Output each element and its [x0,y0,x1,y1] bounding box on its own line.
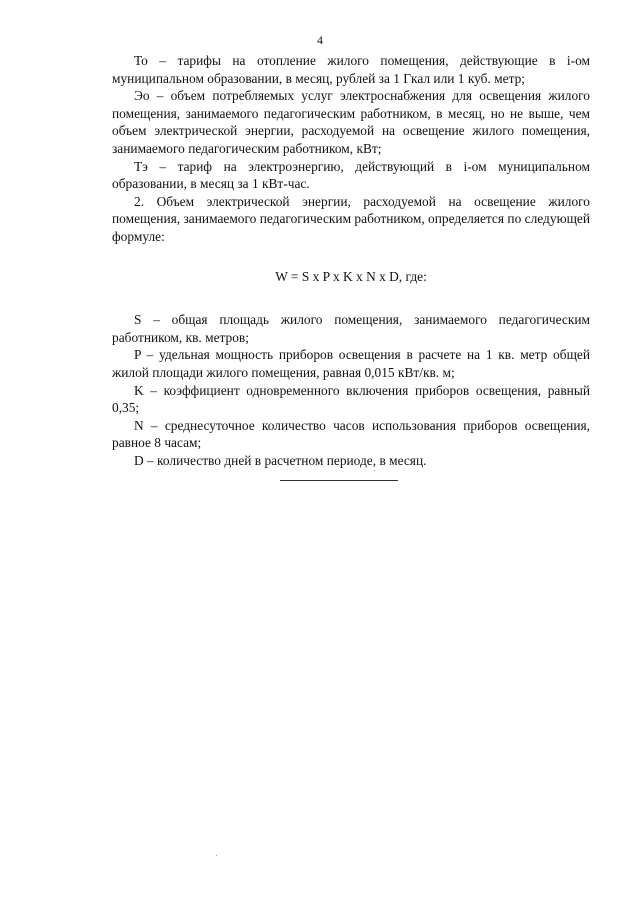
document-body [112,52,590,469]
formula: W = S x P x K x N x D, где: [275,268,427,284]
scan-speck [374,470,375,471]
paragraph-item-2: 2. Объем электрической энергии, расходуемой на освещение жилого помещения, занимаемого педагогическим работником, определяется по следующей формуле: [112,193,590,244]
paragraph-to-tariff: То – тарифы на отопление жилого помещения, действующие в i-ом муниципальном образовании, в месяц, рублей за 1 Гкал или 1 куб. метр; [112,53,590,86]
paragraph-k-coefficient: K – коэффициент одновременного включения приборов освещения, равный 0,35; [112,382,590,416]
paragraph-eo-volume: Эо – объем потребляемых услуг электроснабжения для освещения жилого помещения, занимаемого педагогическим работником, в месяц, но не выше, чем объем электрической энергии, расходуемой на освещение жилого помещения, занимаемого педагогическим работником, кВт; [112,88,590,156]
paragraph-d-days: D – количество дней в расчетном периоде, в месяц. [134,452,427,468]
paragraph-n-hours: N – среднесуточное количество часов использования приборов освещения, равное 8 часам; [112,417,590,451]
page-number: 4 [317,33,323,47]
paragraph-s-area: S – общая площадь жилого помещения, занимаемого педагогическим работником, кв. метров; [112,312,590,345]
paragraph-p-power: P – удельная мощность приборов освещения в расчете на 1 кв. метр общей жилой площади жилого помещения, равная 0,015 кВт/кв. м; [112,347,590,380]
end-divider-line [280,480,398,481]
paragraph-te-tariff: Тэ – тариф на электроэнергию, действующий в i-ом муниципальном образовании, в месяц за 1 кВт-час. [112,158,590,192]
scan-speck [216,855,217,856]
